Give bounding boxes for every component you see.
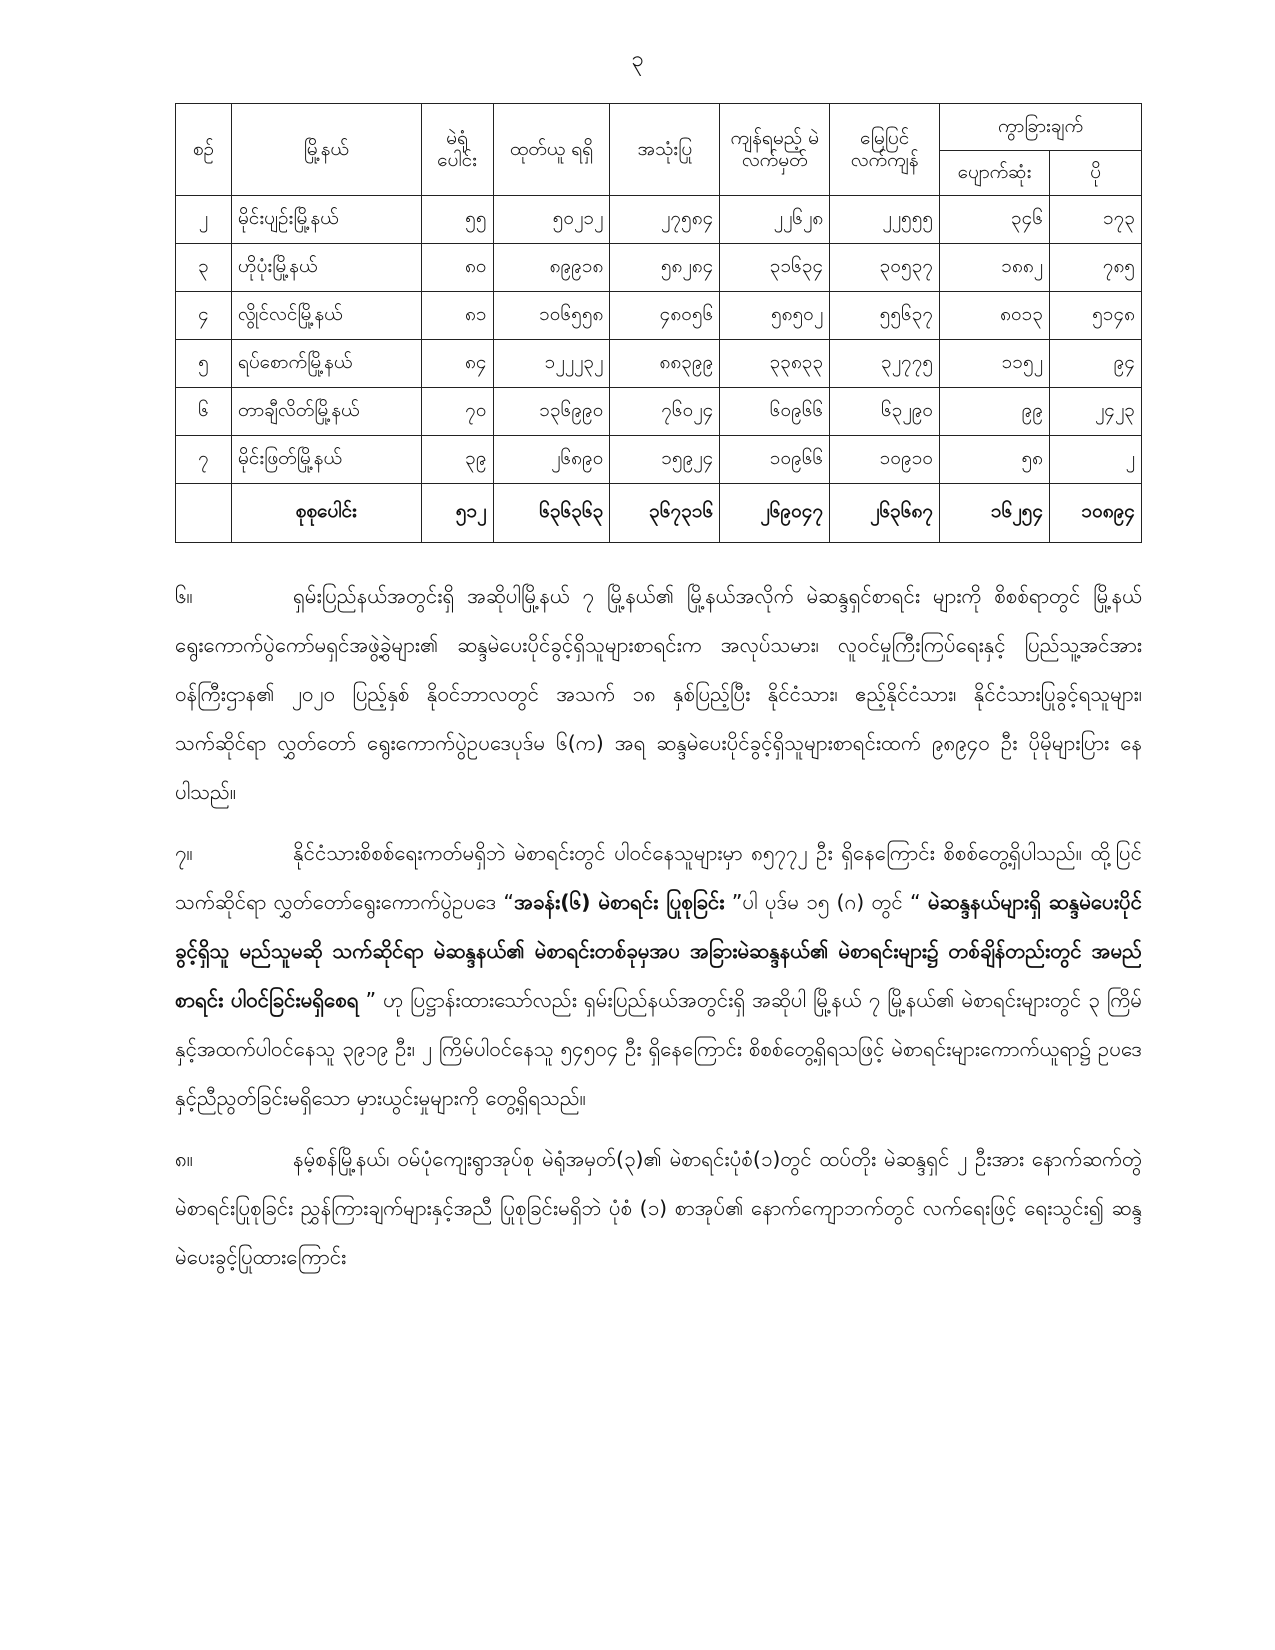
row-sn: ၆ <box>176 388 232 436</box>
row-polling: ၈၀ <box>421 244 493 292</box>
row-polling: ၈၁ <box>421 292 493 340</box>
row-remaining: ၃၃၈၃၃ <box>720 340 830 388</box>
row-missing: ၁၁၅၂ <box>940 340 1050 388</box>
row-missing: ၉၉ <box>940 388 1050 436</box>
header-township: မြို့နယ် <box>231 104 421 196</box>
row-township: မိုင်းပျဉ်းမြို့နယ် <box>231 196 421 244</box>
total-excess: ၁၀၈၉၄ <box>1050 484 1142 543</box>
paragraph-7 <box>175 829 1142 1123</box>
paragraph-number: ၇။ <box>175 841 193 865</box>
row-received: ၁၃၆၉၉၀ <box>493 388 610 436</box>
body-text <box>175 572 1142 1294</box>
header-sn: စဉ် <box>176 104 232 196</box>
row-missing: ၃၄၆ <box>940 196 1050 244</box>
row-remaining: ၂၂၆၂၈ <box>720 196 830 244</box>
total-row <box>176 484 1142 543</box>
bold-text: မဲဆန္ဒနယ်များရှိ ဆန္ဒမဲပေးပိုင်ခွင့်ရှိသူ မည်သူမဆို သက်ဆိုင်ရာ မဲဆန္ဒနယ်၏ မဲစာရင်းတစ်ခုမှအပ အခြားမဲဆန္ဒနယ်၏ မဲစာရင်းများ၌ တစ်ချိန်တည်းတွင် အမည် စာရင်း ပါဝင်ခြင်းမရှိစေရ <box>175 890 1142 1012</box>
row-actual: ၃၂၇၇၅ <box>830 340 940 388</box>
table-row <box>176 388 1142 436</box>
row-township: လွိုင်လင်မြို့နယ် <box>231 292 421 340</box>
row-received: ၁၀၆၅၅၈ <box>493 292 610 340</box>
paragraph-6 <box>175 572 1142 817</box>
row-excess: ၁၇၃ <box>1050 196 1142 244</box>
row-received: ၈၉၉၁၈ <box>493 244 610 292</box>
bold-text: အခန်း(၆) မဲစာရင်း ပြုစုခြင်း <box>514 890 725 914</box>
row-excess: ၂ <box>1050 436 1142 484</box>
row-used: ၈၈၃၉၉ <box>610 340 720 388</box>
row-polling: ၈၄ <box>421 340 493 388</box>
paragraph-text: နမ့်စန်မြို့နယ်၊ ဝမ်ပုံကျေးရွာအုပ်စု မဲရုံအမှတ်(၃)၏ မဲစာရင်းပုံစံ(၁)တွင် ထပ်တိုး မဲဆန္ဒရှင် ၂ ဦးအား နောက်ဆက်တွဲ မဲစာရင်းပြုစုခြင်း ညွှန်ကြားချက်များနှင့်အညီ ပြုစုခြင်းမရှိဘဲ ပုံစံ (၁) စာအုပ်၏ နောက်ကျောဘက်တွင် လက်ရေးဖြင့် ရေးသွင်း၍ ဆန္ဒမဲပေးခွင့်ပြုထားကြောင်း <box>175 1147 1142 1269</box>
row-actual: ၂၂၅၅၅ <box>830 196 940 244</box>
row-used: ၂၇၅၈၄ <box>610 196 720 244</box>
header-remaining: ကျန်ရမည့် မဲလက်မှတ် <box>720 104 830 196</box>
table-row <box>176 292 1142 340</box>
paragraph-8 <box>175 1135 1142 1282</box>
row-township: ရပ်စောက်မြို့နယ် <box>231 340 421 388</box>
row-sn: ၇ <box>176 436 232 484</box>
row-remaining: ၆၀၉၆၆ <box>720 388 830 436</box>
total-remaining: ၂၆၉၀၄၇ <box>720 484 830 543</box>
row-township: ဟိုပုံးမြို့နယ် <box>231 244 421 292</box>
row-used: ၁၅၉၂၄ <box>610 436 720 484</box>
row-remaining: ၃၁၆၃၄ <box>720 244 830 292</box>
row-excess: ၂၄၂၃ <box>1050 388 1142 436</box>
total-missing: ၁၆၂၅၄ <box>940 484 1050 543</box>
paragraph-text: ”ပါ ပုဒ်မ ၁၅ (ဂ) တွင် “ <box>724 890 928 914</box>
ballot-table <box>175 103 1142 543</box>
header-difference: ကွာခြားချက် <box>940 104 1142 151</box>
paragraph-number: ၈။ <box>175 1147 193 1171</box>
row-used: ၇၆၀၂၄ <box>610 388 720 436</box>
row-received: ၅၀၂၁၂ <box>493 196 610 244</box>
header-used: အသုံးပြု <box>610 104 720 196</box>
row-actual: ၅၅၆၃၇ <box>830 292 940 340</box>
page-number: ၃ <box>631 47 644 72</box>
row-polling: ၇၀ <box>421 388 493 436</box>
row-missing: ၅၈ <box>940 436 1050 484</box>
paragraph-text: နိုင်ငံသားစိစစ်ရေးကတ်မရှိဘဲ မဲစာရင်းတွင် ပါဝင်နေသူများမှာ ၈၅၇၇၂ ဦး ရှိနေကြောင်း စိစစ်တွေ့ရှိပါသည်။ ထို့ပြင် သက်ဆိုင်ရာ လွှတ်တော်ရွေးကောက်ပွဲဥပဒေ “ <box>175 841 1142 914</box>
row-actual: ၃၀၅၃၇ <box>830 244 940 292</box>
row-actual: ၁၀၉၁၀ <box>830 436 940 484</box>
row-excess: ၇၈၅ <box>1050 244 1142 292</box>
row-polling: ၅၅ <box>421 196 493 244</box>
total-sn <box>176 484 232 543</box>
row-excess: ၅၁၄၈ <box>1050 292 1142 340</box>
total-used: ၃၆၇၃၁၆ <box>610 484 720 543</box>
header-actual-remaining: မြေပြင် လက်ကျန် <box>830 104 940 196</box>
row-township: တာချီလိတ်မြို့နယ် <box>231 388 421 436</box>
table-row <box>176 436 1142 484</box>
paragraph-number: ၆။ <box>175 584 193 608</box>
row-missing: ၁၈၈၂ <box>940 244 1050 292</box>
header-polling-total: မဲရုံ ပေါင်း <box>421 104 493 196</box>
row-excess: ၉၄ <box>1050 340 1142 388</box>
total-received: ၆၃၆၃၆၃ <box>493 484 610 543</box>
row-remaining: ၅၈၅၀၂ <box>720 292 830 340</box>
row-received: ၁၂၂၂၃၂ <box>493 340 610 388</box>
row-remaining: ၁၀၉၆၆ <box>720 436 830 484</box>
row-sn: ၄ <box>176 292 232 340</box>
header-excess: ပို <box>1050 151 1142 196</box>
row-sn: ၂ <box>176 196 232 244</box>
total-polling: ၅၁၂ <box>421 484 493 543</box>
paragraph-text: ” ဟု ပြဋ္ဌာန်းထားသော်လည်း ရှမ်းပြည်နယ်အတွင်းရှိ အဆိုပါ မြို့နယ် ၇ မြို့နယ်၏ မဲစာရင်းများတွင် ၃ ကြိမ်နှင့်အထက်ပါဝင်နေသူ ၃၉၁၉ ဦး၊ ၂ ကြိမ်ပါဝင်နေသူ ၅၄၅၀၄ ဦး ရှိနေကြောင်း စိစစ်တွေ့ရှိရသဖြင့် မဲစာရင်းများကောက်ယူရာ၌ ဥပဒေနှင့်ညီညွတ်ခြင်းမရှိသော မှားယွင်းမှုများကို တွေ့ရှိရသည်။ <box>175 988 1143 1110</box>
row-sn: ၅ <box>176 340 232 388</box>
row-received: ၂၆၈၉၀ <box>493 436 610 484</box>
table-row <box>176 340 1142 388</box>
row-actual: ၆၃၂၉၀ <box>830 388 940 436</box>
row-polling: ၃၉ <box>421 436 493 484</box>
paragraph-text: ရှမ်းပြည်နယ်အတွင်းရှိ အဆိုပါမြို့နယ် ၇ မြို့နယ်၏ မြို့နယ်အလိုက် မဲဆန္ဒရှင်စာရင်း များကို စိစစ်ရာတွင် မြို့နယ်ရွေးကောက်ပွဲကော်မရှင်အဖွဲ့ခွဲများ၏ ဆန္ဒမဲပေးပိုင်ခွင့်ရှိသူများစာရင်းက အလုပ်သမား၊ လူဝင်မှုကြီးကြပ်ရေးနှင့် ပြည်သူ့အင်အားဝန်ကြီးဌာန၏ ၂၀၂၀ ပြည့်နှစ် နိုဝင်ဘာလတွင် အသက် ၁၈ နှစ်ပြည့်ပြီး နိုင်ငံသား၊ ဧည့်နိုင်ငံသား၊ နိုင်ငံသားပြုခွင့်ရသူများ၊ သက်ဆိုင်ရာ လွှတ်တော် ရွေးကောက်ပွဲဥပဒေပုဒ်မ ၆(က) အရ ဆန္ဒမဲပေးပိုင်ခွင့်ရှိသူများစာရင်းထက် ၉၈၉၄၀ ဦး ပိုမိုများပြား နေပါသည်။ <box>175 584 1142 804</box>
table-row <box>176 196 1142 244</box>
row-used: ၄၈၀၅၆ <box>610 292 720 340</box>
row-township: မိုင်းဖြတ်မြို့နယ် <box>231 436 421 484</box>
header-received: ထုတ်ယူ ရရှိ <box>493 104 610 196</box>
row-used: ၅၈၂၈၄ <box>610 244 720 292</box>
row-sn: ၃ <box>176 244 232 292</box>
header-missing: ပျောက်ဆုံး <box>940 151 1050 196</box>
total-actual: ၂၆၃၆၈၇ <box>830 484 940 543</box>
row-missing: ၈၀၁၃ <box>940 292 1050 340</box>
total-label: စုစုပေါင်း <box>231 484 421 543</box>
table-row <box>176 244 1142 292</box>
